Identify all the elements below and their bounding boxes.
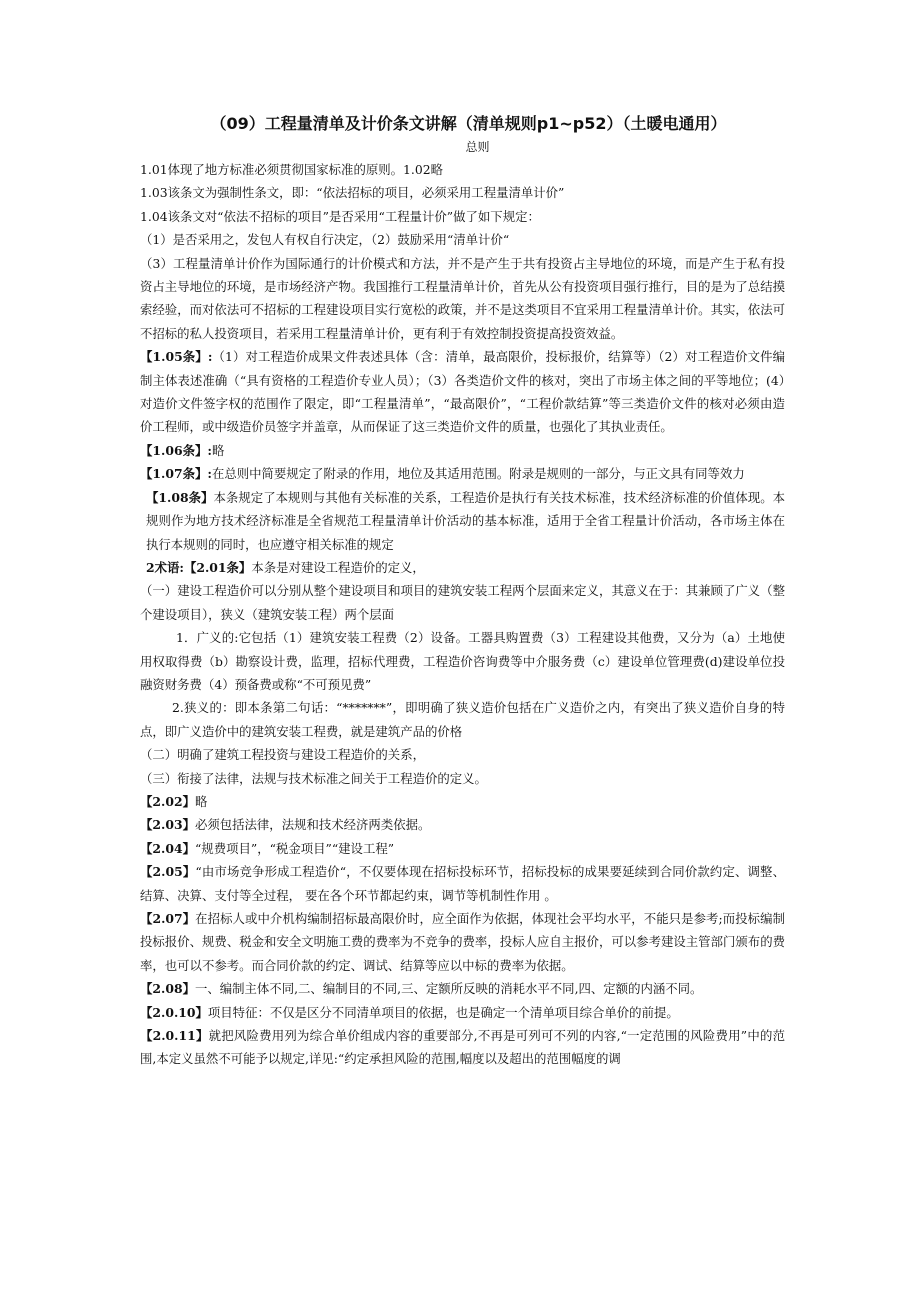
paragraph-2-0-11: 【2.0.11】就把风险费用列为综合单价组成内容的重要部分,不再是可列可不列的内容,“一定范围的风险费用”中的范围,本定义虽然不可能予以规定,详见:“约定承担风险的范围,幅度以及超出的范围幅度的调 xyxy=(140,1028,785,1067)
document-page xyxy=(140,112,785,1071)
paragraph-2-04: 【2.04】“规费项目”，“税金项目”“建设工程” xyxy=(140,840,395,856)
paragraph-2-07: 【2.07】在招标人或中介机构编制招标最高限价时，应全面作为依据，体现社会平均水平，不能只是参考;而投标编制投标报价、规费、税金和安全文明施工费的费率为不竞争的费率，投标人应自主报价，可以参考建设主管部门颁布的费率，也可以不参考。而合同价款的约定、调试、结算等应以中标的费率为依据。 xyxy=(140,911,785,973)
paragraph-1-08: 【1.08条】本条规定了本规则与其他有关标准的关系，工程造价是执行有关技术标准，技术经济标准的价值体现。本规则作为地方技术经济标准是全省规范工程量清单计价活动的基本标准，适用于全省工程量计价活动，各市场主体在执行本规则的同时，也应遵守相关标准的规定 xyxy=(146,489,786,552)
clause-label: 【1.07条】: xyxy=(140,466,212,482)
clause-label: 【2.03】 xyxy=(140,817,195,833)
paragraph-1-03: 1.03该条文为强制性条文，即：“依法招标的项目，必须采用工程量清单计价” xyxy=(140,185,565,201)
paragraph-1-05: 【1.05条】:（1）对工程造价成果文件表述具体（含：清单，最高限价，投标报价，结算等）（2）对工程造价文件编制主体表述准确（“具有资格的工程造价专业人员）；（3）各类造价文件的核对，突出了市场主体之间的平等地位；(4）对造价文件签字权的范围作了限定，即“工程量清单”，“最高限价”，“工程价款结算”等三类造价文件的核对必须由造价工程师，或中级造价员签字并盖章，从而保证了这三类造价文件的质量，也强化了其执业责任。 xyxy=(140,349,785,435)
paragraph-2-08: 【2.08】一、编制主体不同,二、编制目的不同,三、定额所反映的消耗水平不同,四、定额的内涵不同。 xyxy=(140,981,703,997)
paragraph-1-01: 1.01体现了地方标准必须贯彻国家标准的原则。1.02略 xyxy=(140,162,443,177)
clause-label: 【1.08条】 xyxy=(146,489,214,505)
paragraph-1-07: 【1.07条】:在总则中简要规定了附录的作用，地位及其适用范围。附录是规则的一部分，与正文具有同等效力 xyxy=(140,466,745,482)
clause-label: 2术语:【2.01条】 xyxy=(146,559,252,575)
clause-label: 【2.07】 xyxy=(140,911,196,926)
clause-label: 【1.06条】: xyxy=(140,442,212,458)
clause-label: 【2.08】 xyxy=(140,981,195,997)
paragraph-1-04-item-3: （3）工程量清单计价作为国际通行的计价模式和方法，并不是产生于共有投资占主导地位的环境，而是产生于私有投资占主导地位的环境，是市场经济产物。我国推行工程量清单计价，首先从公有投资项目强行推行，目的是为了总结摸索经验，而对依法可不招标的工程建设项目实行宽松的政策，并不是这类项目不宜采用工程量清单计价。其实，依法可不招标的私人投资项目，若采用工程量清单计价，更有利于有效控制投资提高投资效益。 xyxy=(140,255,785,341)
paragraph-2-01-part-2: （二）明确了建筑工程投资与建设工程造价的关系， xyxy=(140,747,425,763)
paragraph-2-0-10: 【2.0.10】项目特征：不仅是区分不同清单项目的依据，也是确定一个清单项目综合单价的前提。 xyxy=(140,1004,679,1020)
paragraph-2-02: 【2.02】略 xyxy=(140,793,208,809)
paragraph-2-01-narrow: 2.狭义的：即本条第二句话：“*******”，即明确了狭义造价包括在广义造价之内，有突出了狭义造价自身的特点，即广义造价中的建筑安装工程费，就是建筑产品的价格 xyxy=(140,700,785,739)
document-title: （09）工程量清单及计价条文讲解（清单规则p1~p52）（土暖电通用） xyxy=(210,114,727,133)
paragraph-2-01: 2术语:【2.01条】本条是对建设工程造价的定义， xyxy=(146,559,425,575)
section-heading: 总则 xyxy=(465,140,490,154)
paragraph-2-05: 【2.05】“由市场竞争形成工程造价“，不仅要体现在招标投标环节，招标投标的成果要延续到合同价款约定、调整、结算、决算、支付等全过程， 要在各个环节都起约束，调节等机制性作用 。 xyxy=(140,864,785,903)
clause-label: 【1.05条】: xyxy=(140,349,213,365)
clause-label: 【2.0.10】 xyxy=(140,1004,208,1020)
paragraph-2-01-part-3: （三）衔接了法律，法规与技术标准之间关于工程造价的定义。 xyxy=(140,770,487,786)
paragraph-2-01-part-1: （一）建设工程造价可以分别从整个建设项目和项目的建筑安装工程两个层面来定义，其意义在于：其兼顾了广义（整个建设项目），狭义（建筑安装工程）两个层面 xyxy=(140,583,785,622)
paragraph-2-03: 【2.03】必须包括法律，法规和技术经济两类依据。 xyxy=(140,817,431,833)
clause-label: 【2.04】 xyxy=(140,840,195,856)
clause-label: 【2.05】 xyxy=(140,864,196,880)
paragraph-1-04: 1.04该条文对“依法不招标的项目”是否采用“工程量计价”做了如下规定： xyxy=(140,208,540,224)
clause-label: 【2.0.11】 xyxy=(140,1028,209,1044)
clause-label: 【2.02】 xyxy=(140,793,195,809)
paragraph-2-01-broad: 1．广义的:它包括（1）建筑安装工程费（2）设备。工器具购置费（3）工程建设其他费，又分为（a）土地使用权取得费（b）勘察设计费，监理，招标代理费，工程造价咨询费等中介服务费（c）建设单位管理费(d)建设单位投融资财务费（4）预备费或称“不可预见费” xyxy=(140,630,785,692)
paragraph-1-06: 【1.06条】:略 xyxy=(140,442,225,458)
paragraph-1-04-item-1: （1）是否采用之，发包人有权自行决定，（2）鼓励采用“清单计价“ xyxy=(140,232,510,248)
